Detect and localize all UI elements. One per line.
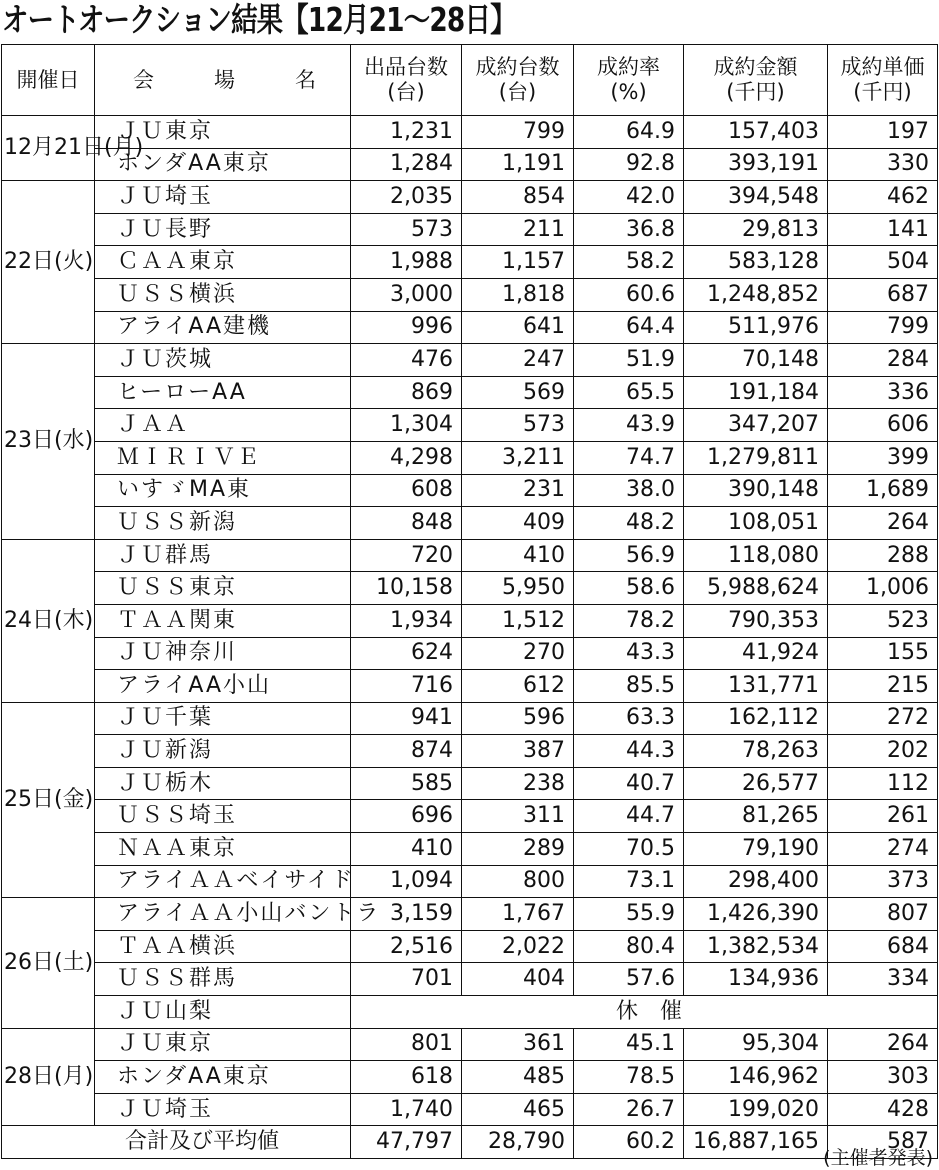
header-sold-label: 成約台数 [475,55,560,79]
sold-cell: 387 [462,735,574,768]
unit-price-cell: 799 [828,311,938,344]
table-row [2,246,938,279]
table-row [2,767,938,800]
header-date: 開催日 [2,45,95,116]
listed-cell: 573 [351,213,462,246]
venue-cell: ＴＡＡ横浜 [95,930,351,963]
unit-price-cell: 197 [828,116,938,149]
rate-cell: 73.1 [574,865,684,898]
listed-cell: 716 [351,670,462,703]
sold-cell: 485 [462,1061,574,1094]
total-unit-price-cell: 587 [828,1126,938,1159]
header-listed [351,45,462,116]
header-venue-char: 場 [214,67,235,92]
listed-cell: 941 [351,702,462,735]
rate-cell: 43.3 [574,637,684,670]
listed-cell: 618 [351,1061,462,1094]
amount-cell: 78,263 [684,735,828,768]
unit-price-cell: 373 [828,865,938,898]
table-row [2,278,938,311]
sold-cell: 1,767 [462,898,574,931]
header-listed-label: 出品台数 [364,55,448,79]
rate-cell: 40.7 [574,767,684,800]
table-row [2,670,938,703]
listed-cell: 1,231 [351,116,462,149]
venue-cell: ＪＵ長野 [95,213,351,246]
listed-cell: 10,158 [351,572,462,605]
table-row [2,181,938,214]
sold-cell: 854 [462,181,574,214]
publisher-note: (主催者発表) [823,1147,933,1169]
table-row [2,311,938,344]
table-row [2,441,938,474]
unit-price-cell: 303 [828,1061,938,1094]
sold-cell: 2,022 [462,930,574,963]
sold-cell: 3,211 [462,441,574,474]
sold-cell: 211 [462,213,574,246]
venue-cell: ＭＩＲＩＶＥ [95,441,351,474]
amount-cell: 146,962 [684,1061,828,1094]
table-row [2,1028,938,1061]
rate-cell: 78.2 [574,604,684,637]
amount-cell: 26,577 [684,767,828,800]
listed-cell: 720 [351,539,462,572]
closed-cell: 休催 [351,996,938,1029]
table-row [2,963,938,996]
listed-cell: 624 [351,637,462,670]
sold-cell: 641 [462,311,574,344]
table-row [2,1061,938,1094]
sold-cell: 409 [462,507,574,540]
rate-cell: 26.7 [574,1093,684,1126]
sold-cell: 311 [462,800,574,833]
venue-cell: アライＡＡ小山バントラ [95,898,351,931]
unit-price-cell: 399 [828,441,938,474]
amount-cell: 81,265 [684,800,828,833]
listed-cell: 701 [351,963,462,996]
rate-cell: 64.9 [574,116,684,149]
unit-price-cell: 274 [828,833,938,866]
table-row [2,213,938,246]
sold-cell: 612 [462,670,574,703]
unit-price-cell: 504 [828,246,938,279]
listed-cell: 2,516 [351,930,462,963]
rate-cell: 64.4 [574,311,684,344]
venue-cell: ホンダAA東京 [95,148,351,181]
amount-cell: 298,400 [684,865,828,898]
date-cell: 25日(金) [2,702,95,898]
rate-cell: 44.3 [574,735,684,768]
unit-price-cell: 334 [828,963,938,996]
venue-cell: ホンダAA東京 [95,1061,351,1094]
unit-price-cell: 141 [828,213,938,246]
venue-cell: ＪＵ埼玉 [95,181,351,214]
amount-cell: 394,548 [684,181,828,214]
table-row [2,865,938,898]
rate-cell: 51.9 [574,344,684,377]
listed-cell: 3,159 [351,898,462,931]
listed-cell: 410 [351,833,462,866]
amount-cell: 157,403 [684,116,828,149]
venue-cell: ＵＳＳ群馬 [95,963,351,996]
page-title: オートオークション結果【12月21～28日】 [2,0,516,39]
listed-cell: 4,298 [351,441,462,474]
listed-cell: 801 [351,1028,462,1061]
header-venue-char: 名 [295,67,316,92]
rate-cell: 44.7 [574,800,684,833]
amount-cell: 1,382,534 [684,930,828,963]
table-row [2,604,938,637]
unit-price-cell: 336 [828,376,938,409]
amount-cell: 347,207 [684,409,828,442]
amount-cell: 79,190 [684,833,828,866]
unit-price-cell: 112 [828,767,938,800]
date-cell: 28日(月) [2,1028,95,1126]
venue-cell: ＵＳＳ埼玉 [95,800,351,833]
listed-cell: 848 [351,507,462,540]
amount-cell: 162,112 [684,702,828,735]
sold-cell: 270 [462,637,574,670]
table-row [2,996,938,1029]
amount-cell: 1,279,811 [684,441,828,474]
unit-price-cell: 687 [828,278,938,311]
venue-cell: ＪＵ神奈川 [95,637,351,670]
sold-cell: 404 [462,963,574,996]
auction-results-table [1,44,938,1159]
rate-cell: 65.5 [574,376,684,409]
rate-cell: 58.6 [574,572,684,605]
unit-price-cell: 264 [828,1028,938,1061]
sold-cell: 231 [462,474,574,507]
sold-cell: 465 [462,1093,574,1126]
rate-cell: 74.7 [574,441,684,474]
rate-cell: 92.8 [574,148,684,181]
unit-price-cell: 330 [828,148,938,181]
header-venue-char: 会 [133,67,154,92]
amount-cell: 134,936 [684,963,828,996]
unit-price-cell: 606 [828,409,938,442]
amount-cell: 583,128 [684,246,828,279]
listed-cell: 1,934 [351,604,462,637]
amount-cell: 390,148 [684,474,828,507]
listed-cell: 585 [351,767,462,800]
listed-cell: 476 [351,344,462,377]
listed-cell: 2,035 [351,181,462,214]
header-amount-label: 成約金額 [713,55,798,79]
amount-cell: 199,020 [684,1093,828,1126]
amount-cell: 1,426,390 [684,898,828,931]
table-row [2,800,938,833]
sold-cell: 410 [462,539,574,572]
amount-cell: 191,184 [684,376,828,409]
table-row [2,409,938,442]
total-label: 合計及び平均値 [2,1126,351,1159]
venue-cell: ヒーローAA [95,376,351,409]
sold-cell: 238 [462,767,574,800]
venue-cell: ＪＵ山梨 [95,996,351,1029]
header-rate-label: 成約率 [597,55,660,79]
header-unit-price-label: 成約単価 [840,55,925,79]
date-cell: 23日(水) [2,344,95,540]
unit-price-cell: 684 [828,930,938,963]
listed-cell: 996 [351,311,462,344]
sold-cell: 800 [462,865,574,898]
rate-cell: 63.3 [574,702,684,735]
table-row [2,1093,938,1126]
venue-cell: ＪＵ東京 [95,1028,351,1061]
header-unit-price [828,45,938,116]
unit-price-cell: 523 [828,604,938,637]
listed-cell: 874 [351,735,462,768]
amount-cell: 790,353 [684,604,828,637]
venue-cell: ＪＵ新潟 [95,735,351,768]
venue-cell: ＴＡＡ関東 [95,604,351,637]
venue-cell: いすゞMA東 [95,474,351,507]
venue-cell: アライAA小山 [95,670,351,703]
header-sold-unit: (台) [498,80,537,104]
rate-cell: 80.4 [574,930,684,963]
table-row [2,116,938,149]
unit-price-cell: 264 [828,507,938,540]
listed-cell: 1,988 [351,246,462,279]
venue-cell: ＪＵ埼玉 [95,1093,351,1126]
total-sold-cell: 28,790 [462,1126,574,1159]
amount-cell: 118,080 [684,539,828,572]
unit-price-cell: 1,006 [828,572,938,605]
venue-cell: ＵＳＳ新潟 [95,507,351,540]
amount-cell: 393,191 [684,148,828,181]
rate-cell: 43.9 [574,409,684,442]
unit-price-cell: 428 [828,1093,938,1126]
total-row [2,1126,938,1159]
venue-cell: ＪＵ茨城 [95,344,351,377]
table-row [2,344,938,377]
header-rate [574,45,684,116]
sold-cell: 799 [462,116,574,149]
venue-cell: ＵＳＳ横浜 [95,278,351,311]
header-rate-unit: (%) [610,80,647,104]
sold-cell: 596 [462,702,574,735]
table-row [2,474,938,507]
header-row [2,45,938,116]
table-row [2,702,938,735]
table-row [2,930,938,963]
date-cell: 24日(木) [2,539,95,702]
table-row [2,148,938,181]
venue-cell: ＪＵ群馬 [95,539,351,572]
table-row [2,376,938,409]
header-amount [684,45,828,116]
rate-cell: 36.8 [574,213,684,246]
sold-cell: 569 [462,376,574,409]
header-unit-price-unit: (千円) [853,80,912,104]
total-listed-cell: 47,797 [351,1126,462,1159]
venue-cell: ＪＡＡ [95,409,351,442]
unit-price-cell: 215 [828,670,938,703]
date-cell: 12月21日(月) [2,116,95,181]
rate-cell: 56.9 [574,539,684,572]
amount-cell: 1,248,852 [684,278,828,311]
sold-cell: 1,191 [462,148,574,181]
venue-cell: アライＡＡベイサイド [95,865,351,898]
unit-price-cell: 155 [828,637,938,670]
listed-cell: 1,094 [351,865,462,898]
venue-cell: ＮＡＡ東京 [95,833,351,866]
table-row [2,507,938,540]
table-body [2,116,938,1159]
rate-cell: 57.6 [574,963,684,996]
unit-price-cell: 284 [828,344,938,377]
amount-cell: 70,148 [684,344,828,377]
unit-price-cell: 1,689 [828,474,938,507]
sold-cell: 573 [462,409,574,442]
venue-cell: ＣＡＡ東京 [95,246,351,279]
date-cell: 22日(火) [2,181,95,344]
unit-price-cell: 462 [828,181,938,214]
amount-cell: 5,988,624 [684,572,828,605]
rate-cell: 70.5 [574,833,684,866]
venue-cell: ＪＵ東京 [95,116,351,149]
sold-cell: 289 [462,833,574,866]
unit-price-cell: 807 [828,898,938,931]
unit-price-cell: 272 [828,702,938,735]
amount-cell: 131,771 [684,670,828,703]
unit-price-cell: 202 [828,735,938,768]
rate-cell: 38.0 [574,474,684,507]
unit-price-cell: 288 [828,539,938,572]
amount-cell: 41,924 [684,637,828,670]
sold-cell: 247 [462,344,574,377]
header-amount-unit: (千円) [726,80,785,104]
amount-cell: 95,304 [684,1028,828,1061]
table-row [2,833,938,866]
venue-cell: ＵＳＳ東京 [95,572,351,605]
total-amount-cell: 16,887,165 [684,1126,828,1159]
rate-cell: 55.9 [574,898,684,931]
listed-cell: 869 [351,376,462,409]
header-sold [462,45,574,116]
amount-cell: 511,976 [684,311,828,344]
amount-cell: 108,051 [684,507,828,540]
rate-cell: 45.1 [574,1028,684,1061]
table-row [2,637,938,670]
total-rate-cell: 60.2 [574,1126,684,1159]
sold-cell: 1,157 [462,246,574,279]
rate-cell: 85.5 [574,670,684,703]
table-row [2,572,938,605]
rate-cell: 78.5 [574,1061,684,1094]
table-row [2,898,938,931]
table-row [2,735,938,768]
listed-cell: 1,304 [351,409,462,442]
rate-cell: 58.2 [574,246,684,279]
rate-cell: 48.2 [574,507,684,540]
venue-cell: ＪＵ栃木 [95,767,351,800]
date-cell: 26日(土) [2,898,95,1028]
listed-cell: 1,284 [351,148,462,181]
sold-cell: 1,818 [462,278,574,311]
listed-cell: 1,740 [351,1093,462,1126]
listed-cell: 608 [351,474,462,507]
sold-cell: 5,950 [462,572,574,605]
sold-cell: 361 [462,1028,574,1061]
amount-cell: 29,813 [684,213,828,246]
rate-cell: 42.0 [574,181,684,214]
header-listed-unit: (台) [387,80,425,104]
venue-cell: ＪＵ千葉 [95,702,351,735]
header-venue [95,45,351,116]
listed-cell: 696 [351,800,462,833]
listed-cell: 3,000 [351,278,462,311]
venue-cell: アライAA建機 [95,311,351,344]
rate-cell: 60.6 [574,278,684,311]
sold-cell: 1,512 [462,604,574,637]
unit-price-cell: 261 [828,800,938,833]
table-row [2,539,938,572]
